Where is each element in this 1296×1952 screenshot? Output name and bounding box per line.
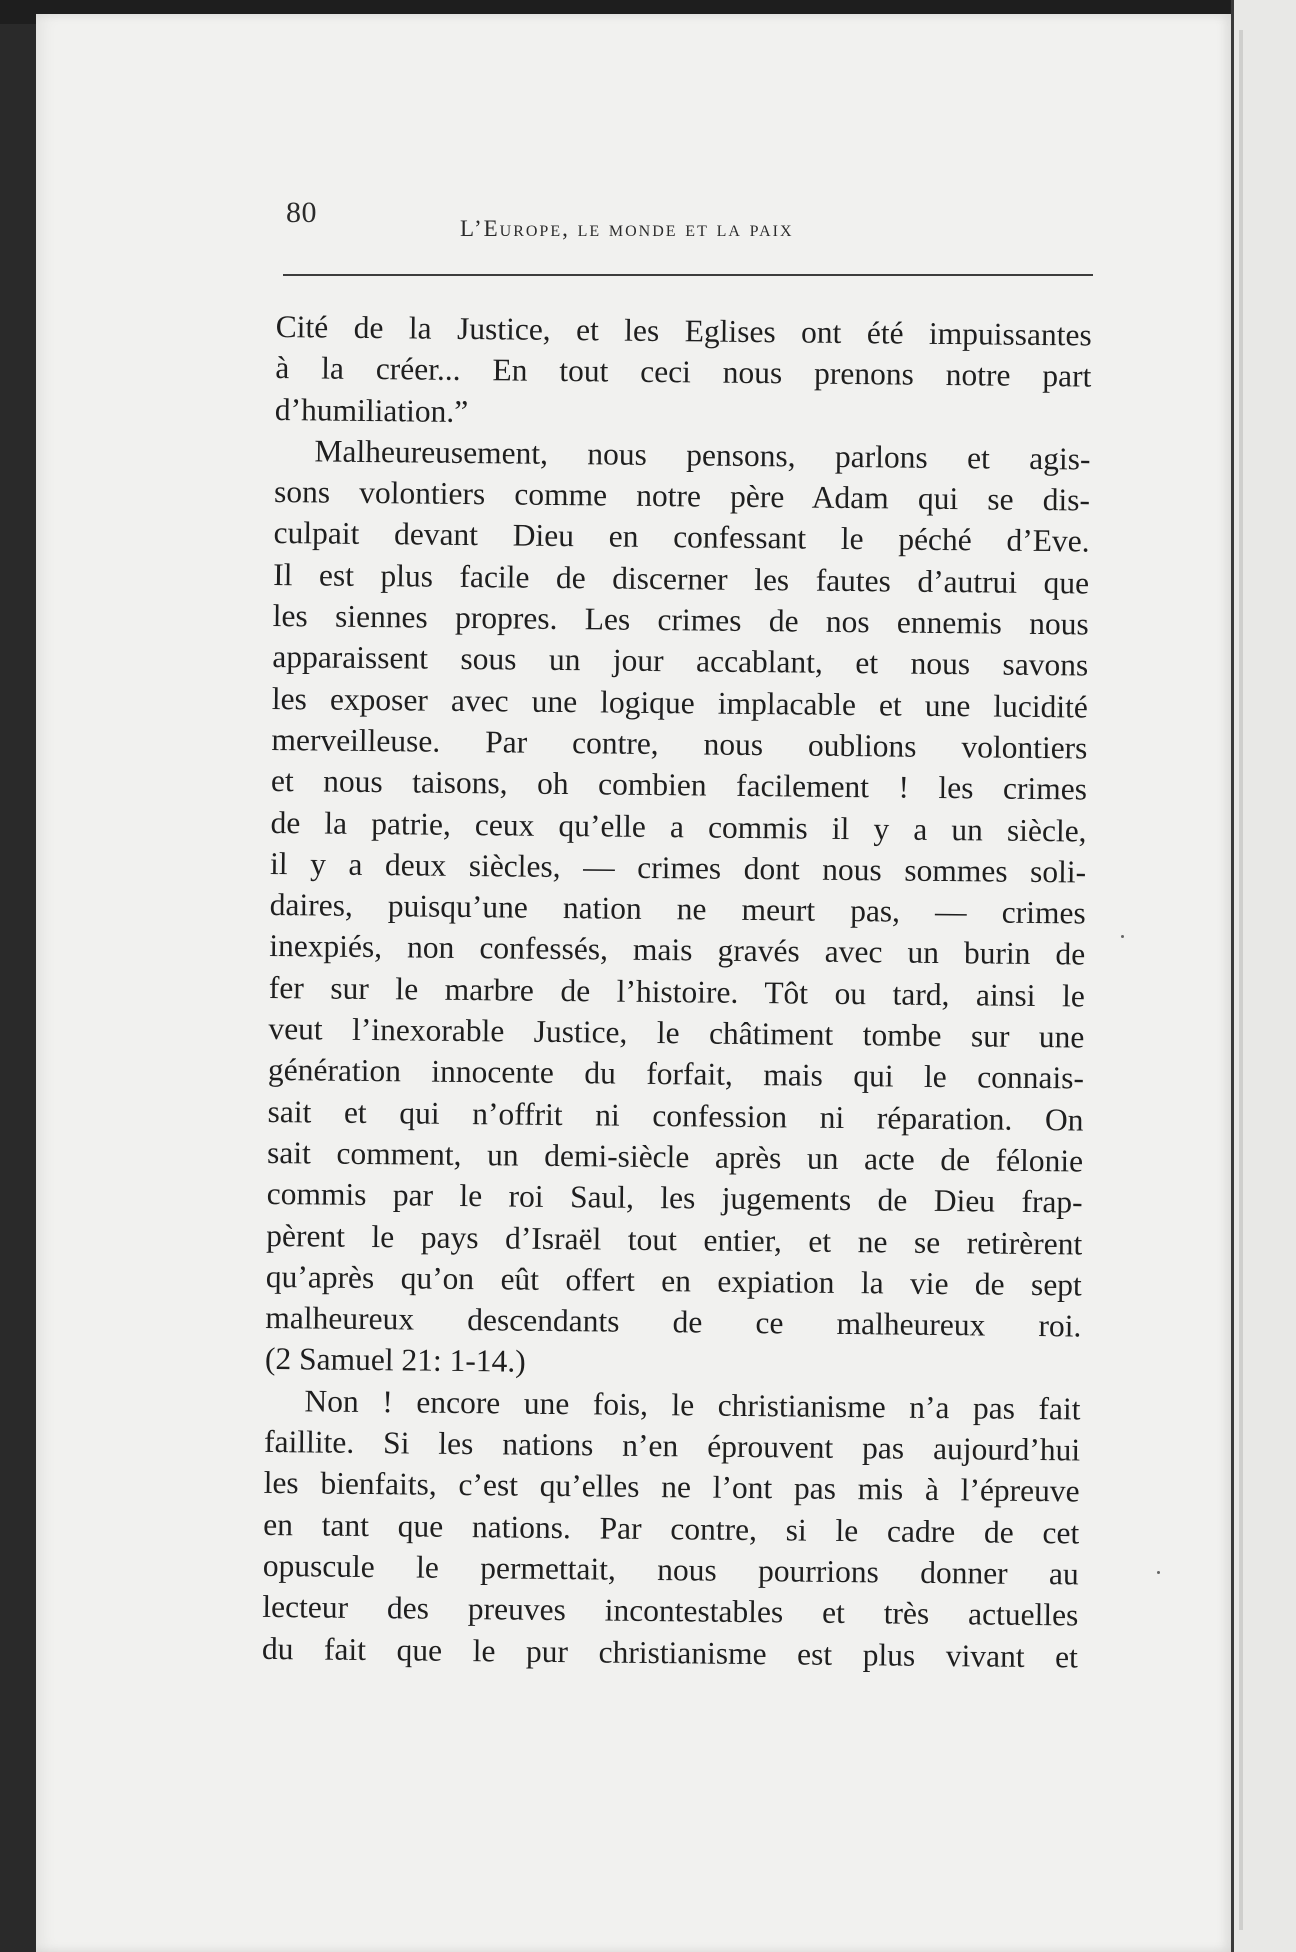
text-line: sait comment, un demi-siècle après un acte de félonie [266,1134,1084,1179]
text-line: les bienfaits, c’est qu’elles ne l’ont pas mis à l’épreuve [263,1465,1080,1509]
text-line: du fait que le pur christianisme est plus vivant et [261,1630,1079,1674]
text-line: à la créer... En tout ceci nous prenons notre part [275,350,1092,394]
text-line: inexpiés, non confessés, mais gravés avec un burin de [269,928,1086,972]
text-line: Non ! encore une fois, le christianisme n’a pas fait [304,1383,1081,1427]
text-line: de la patrie, ceux qu’elle a commis il y a un siècle, [270,804,1087,849]
text-line: les exposer avec une logique implacable et une lucidité [271,680,1089,725]
text-line: Il est plus facile de discerner les fautes d’autrui que [273,556,1090,601]
scan-speck [1157,1571,1160,1574]
text-line: (2 Samuel 21: 1-14.) [264,1341,526,1380]
text-line: pèrent le pays d’Israël tout entier, et ne se retirèrent [266,1217,1083,1262]
running-head: L’Europe, le monde et la paix [460,216,794,241]
text-line: il y a deux siècles, — crimes dont nous sommes soli- [269,845,1087,890]
text-line: lecteur des preuves incontestables et très actuelles [262,1589,1079,1633]
text-line: les siennes propres. Les crimes de nos ennemis nous [272,598,1089,642]
text-line: apparaissent sous un jour accablant, et nous savons [272,639,1089,683]
text-line: culpait devant Dieu en confessant le péché d’Eve. [273,515,1090,560]
text-line: daires, puisqu’une nation ne meurt pas, — crimes [269,887,1086,931]
text-line: génération innocente du forfait, mais qui le connais- [267,1052,1085,1096]
text-line: Malheureusement, nous pensons, parlons et agis- [314,433,1091,477]
page-number: 80 [286,196,317,229]
header-rule [283,274,1093,276]
facing-page-gutter [1239,30,1243,1930]
text-line: opuscule le permettait, nous pourrions donner au [262,1547,1079,1592]
text-line: sait et qui n’offrit ni confession ni réparation. On [267,1093,1084,1138]
text-line: Cité de la Justice, et les Eglises ont été impuissantes [275,308,1092,353]
text-line: malheureux descendants de ce malheureux roi. [265,1300,1082,1344]
text-line: et nous taisons, oh combien facilement ! les crimes [270,763,1088,807]
body-text [262,306,1092,1677]
text-line: en tant que nations. Par contre, si le cadre de cet [263,1506,1080,1551]
text-line: d’humiliation.” [274,391,469,429]
text-line: veut l’inexorable Justice, le châtiment tombe sur une [268,1011,1085,1055]
text-line: merveilleuse. Par contre, nous oublions volontiers [271,721,1088,766]
text-line: sons volontiers comme notre père Adam qui se dis- [273,474,1091,518]
text-line: qu’après qu’on eût offert en expiation la vie de sept [265,1258,1082,1303]
text-line: commis par le roi Saul, les jugements de Dieu frap- [266,1176,1083,1220]
text-line: fer sur le marbre de l’histoire. Tôt ou tard, ainsi le [268,969,1086,1014]
scan-speck [1121,935,1124,938]
text-line: faillite. Si les nations n’en éprouvent pas aujourd’hui [263,1423,1081,1468]
